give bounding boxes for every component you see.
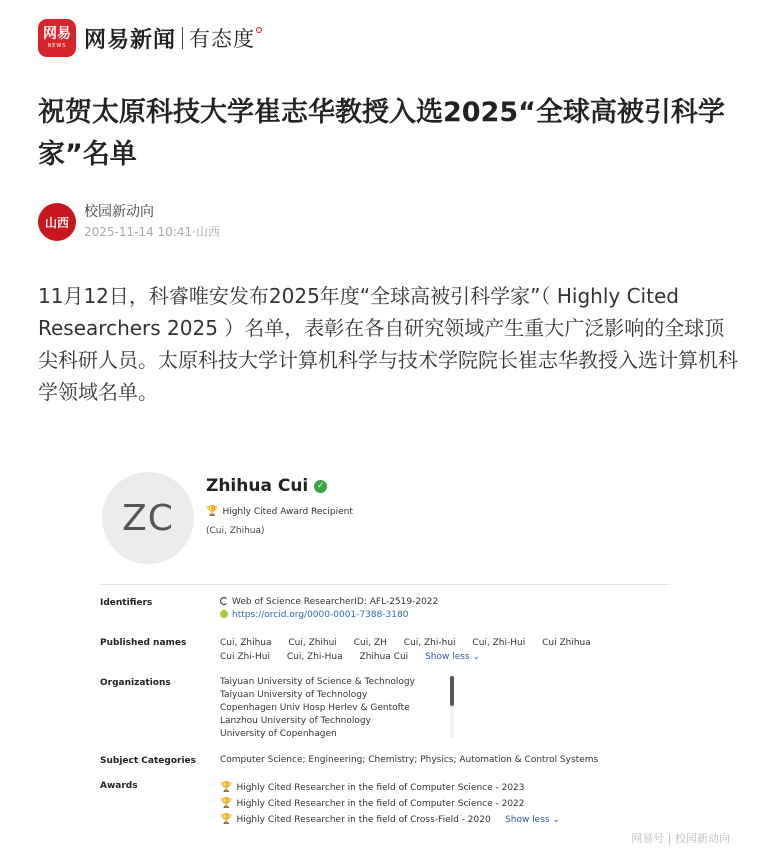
trophy-icon: 🏆	[206, 506, 219, 517]
orcid-row	[220, 609, 438, 622]
published-names-label: Published names	[100, 638, 187, 648]
subject-categories-label: Subject Categories	[100, 756, 196, 766]
logo-text: 网易	[43, 26, 71, 42]
orcid-link: https://orcid.org/0000-0001-7388-3180	[232, 610, 409, 620]
identifiers-label: Identifiers	[100, 598, 153, 608]
profile-name: Zhihua Cui	[206, 476, 309, 496]
author-avatar[interactable]: 山西	[38, 203, 76, 241]
award-text: Highly Cited Researcher in the field of Cross-Field - 2020	[236, 815, 491, 825]
award-item	[220, 796, 560, 812]
trophy-icon: 🏆	[220, 814, 233, 825]
published-name: Cui, Zhi-Hui	[472, 638, 526, 648]
publish-meta: 2025-11-14 10:41·山西	[84, 225, 220, 239]
wos-id: Web of Science ResearcherID: AFL-2519-2022	[232, 597, 439, 607]
subject-categories-value: Computer Science; Engineering; Chemistry; Physics; Automation & Control Systems	[220, 755, 599, 765]
award-recipient-badge	[206, 506, 353, 517]
profile-alias: (Cui, Zhihua)	[206, 526, 265, 536]
author-block	[38, 203, 220, 241]
author-info	[84, 203, 220, 241]
article-paragraph: 11月12日，科睿唯安发布2025年度“全球高被引科学家”（ Highly Cited Researchers 2025 ）名单，表彰在各自研究领域产生重大广泛影响的全球顶尖科研人员。太原科技大学计算机科学与技术学院院长崔志华教授入选计算机科学领域名单。	[38, 284, 738, 404]
article-image-profile	[84, 448, 680, 856]
organizations-scrollbar	[450, 676, 454, 706]
published-name: Cui, Zhihui	[288, 638, 337, 648]
award-text: Highly Cited Researcher in the field of Computer Science - 2023	[236, 783, 525, 793]
organization-item: Taiyuan University of Technology	[220, 690, 368, 700]
award-item	[220, 780, 560, 796]
published-name: Cui, Zhi-Hua	[286, 652, 343, 662]
award-recipient-text: Highly Cited Award Recipient	[222, 506, 353, 517]
published-name: Cui Zhihua	[542, 638, 591, 648]
author-name[interactable]: 校园新动向	[84, 204, 154, 220]
profile-avatar: ZC	[102, 472, 194, 564]
site-header	[38, 18, 262, 58]
published-name: Cui, Zhi-hui	[403, 638, 456, 648]
profile-divider	[100, 584, 670, 585]
organization-item: Lanzhou University of Technology	[220, 716, 371, 726]
profile-name-row	[206, 476, 327, 496]
awards-show-less-toggle	[505, 812, 560, 828]
published-name: Cui, Zhihua	[220, 638, 272, 648]
awards-show-less-label: Show less	[505, 815, 550, 825]
show-less-label: Show less	[425, 652, 470, 662]
brand-name[interactable]: 网易新闻	[84, 27, 177, 53]
published-name: Zhihua Cui	[359, 652, 409, 662]
brand-slogan: 有态度	[189, 27, 256, 51]
published-name: Cui, ZH	[353, 638, 387, 648]
organization-item: University of Copenhagen	[220, 729, 337, 739]
organization-item: Copenhagen Univ Hosp Herlev & Gentofte	[220, 703, 410, 713]
orcid-icon	[220, 610, 228, 618]
article-title: 祝贺太原科技大学崔志华教授入选2025“全球高被引科学家”名单	[38, 97, 725, 170]
wos-icon	[220, 597, 228, 605]
chevron-up-icon: ⌄	[472, 652, 481, 662]
wos-id-row	[220, 596, 438, 609]
identifiers-values	[220, 596, 438, 622]
brand-divider	[182, 27, 183, 49]
organization-item: Taiyuan University of Science & Technology	[220, 677, 415, 687]
verified-check-icon: ✓	[314, 480, 327, 493]
slogan-dot-icon	[256, 27, 262, 33]
organizations-label: Organizations	[100, 678, 171, 688]
chevron-up-icon: ⌄	[552, 815, 561, 825]
organizations-list	[220, 676, 415, 741]
published-names-list	[220, 636, 670, 664]
names-show-less-toggle	[425, 652, 480, 662]
logo-subtext: NEWS	[47, 43, 67, 49]
netease-news-logo[interactable]	[38, 19, 76, 57]
trophy-icon: 🏆	[220, 782, 233, 793]
awards-list	[220, 780, 560, 828]
trophy-icon: 🏆	[220, 798, 233, 809]
award-item	[220, 812, 560, 828]
award-text: Highly Cited Researcher in the field of Computer Science - 2022	[236, 799, 525, 809]
awards-label: Awards	[100, 781, 138, 791]
published-name: Cui Zhi-Hui	[220, 652, 270, 662]
image-watermark: 网易号 | 校园新动向	[631, 832, 730, 845]
